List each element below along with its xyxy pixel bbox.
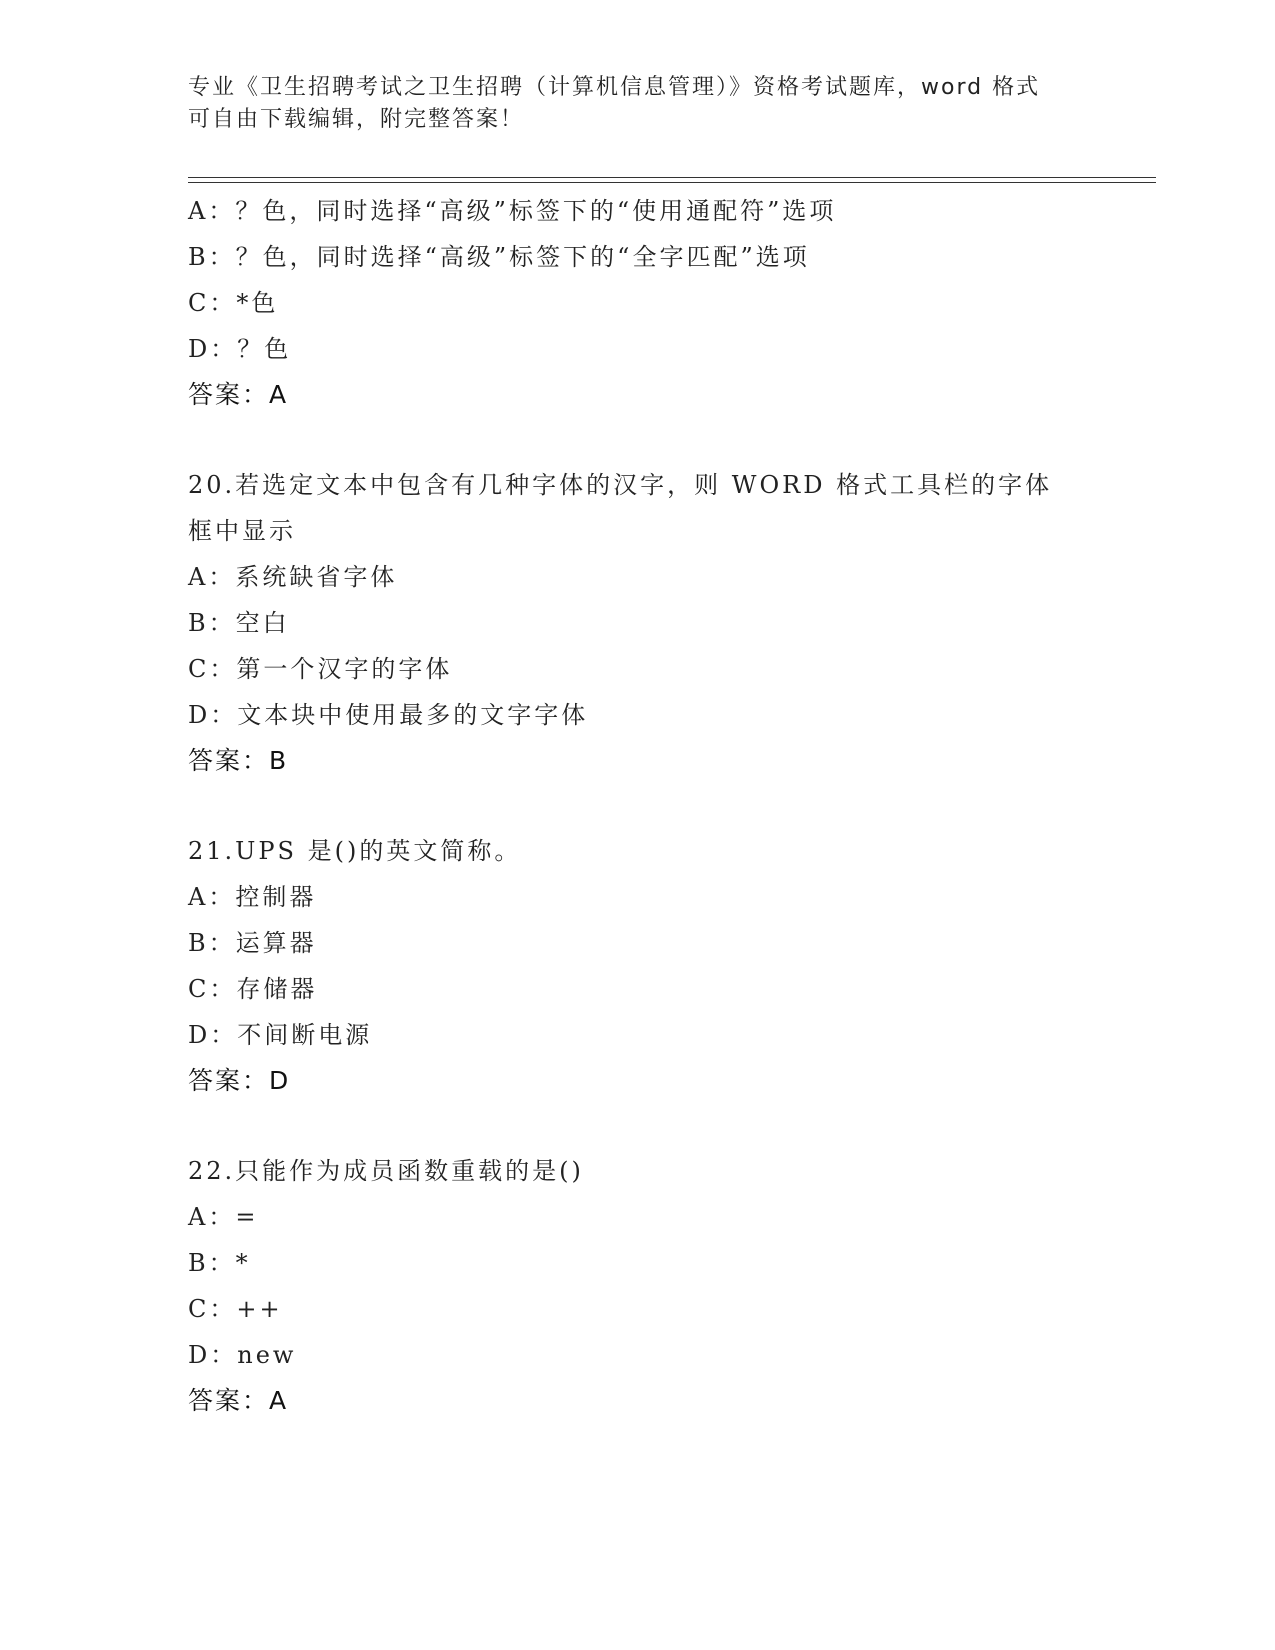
answer-label: 答案：A [188, 1386, 289, 1415]
option-b: B：空白 [188, 609, 290, 637]
option-b: B：？色，同时选择“高级”标签下的“全字匹配”选项 [188, 243, 810, 271]
option-d: D：不间断电源 [188, 1021, 373, 1049]
option-a: A：？色，同时选择“高级”标签下的“使用通配符”选项 [188, 197, 837, 225]
answer-label: 答案：D [188, 1066, 291, 1095]
answer-label: 答案：A [188, 380, 289, 409]
option-c: C：++ [188, 1295, 283, 1323]
option-c: C：*色 [188, 289, 279, 317]
document-header [188, 72, 1088, 136]
option-b: B：* [188, 1249, 251, 1277]
option-c: C：存储器 [188, 975, 318, 1003]
header-title-line-1: 专业《卫生招聘考试之卫生招聘（计算机信息管理）》资格考试题库，word 格式 [188, 75, 1041, 100]
question-block-22 [188, 1148, 1148, 1424]
header-title-line-2: 可自由下载编辑，附完整答案！ [188, 107, 525, 132]
question-block-19 [188, 188, 1148, 418]
header-divider-bottom [188, 182, 1156, 183]
option-c: C：第一个汉字的字体 [188, 655, 453, 683]
question-text-line-1: 20.若选定文本中包含有几种字体的汉字，则 WORD 格式工具栏的字体 [188, 471, 1053, 499]
option-d: D：new [188, 1341, 297, 1369]
option-d: D：？色 [188, 335, 292, 363]
block-spacer [188, 1104, 1148, 1148]
question-block-20 [188, 462, 1148, 784]
option-a: A：系统缺省字体 [188, 563, 398, 591]
option-d: D：文本块中使用最多的文字字体 [188, 701, 589, 729]
option-b: B：运算器 [188, 929, 317, 957]
answer-label: 答案：B [188, 746, 289, 775]
option-a: A：= [188, 1203, 259, 1231]
question-text: 22.只能作为成员函数重载的是() [188, 1157, 584, 1185]
header-divider-top [188, 177, 1156, 178]
question-text-line-2: 框中显示 [188, 517, 296, 545]
block-spacer [188, 784, 1148, 828]
question-block-21 [188, 828, 1148, 1104]
question-text: 21.UPS 是()的英文简称。 [188, 837, 522, 865]
block-spacer [188, 418, 1148, 462]
question-list [188, 188, 1148, 1424]
option-a: A：控制器 [188, 883, 317, 911]
